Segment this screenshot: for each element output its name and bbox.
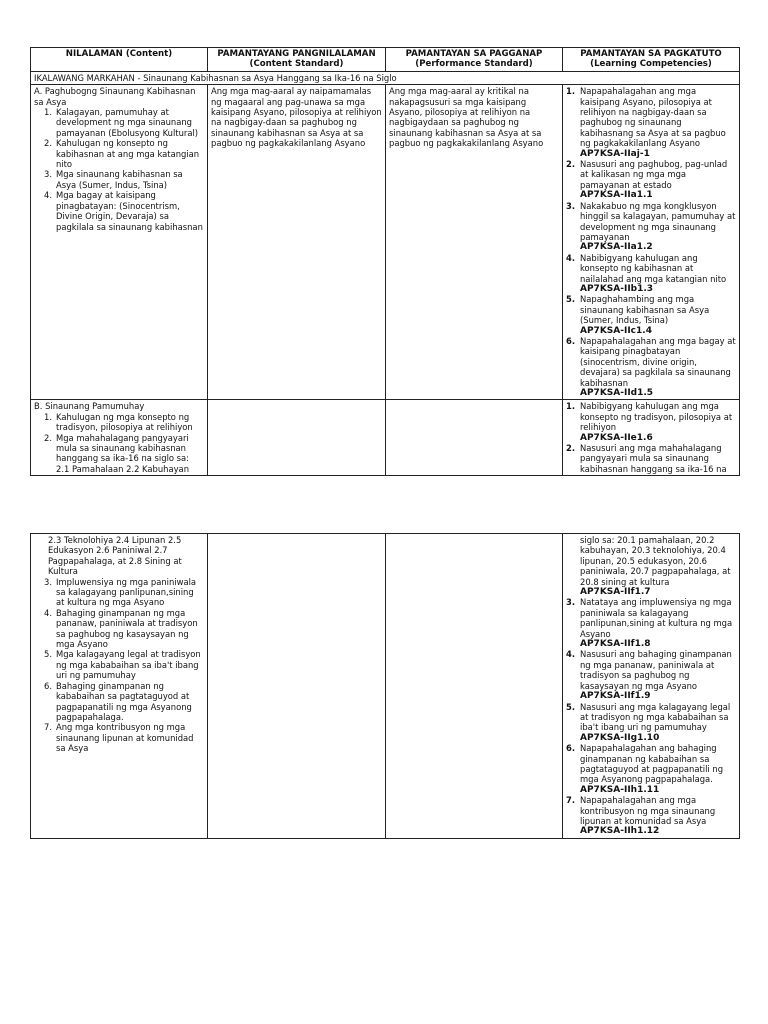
curriculum-table-part-2 <box>30 533 740 839</box>
competency-body <box>580 201 736 253</box>
header-learning-competencies: PAMANTAYAN SA PAGKATUTO (Learning Competencies) <box>563 48 740 72</box>
competency-text: Napapahalagahan ang mga kontribusyon ng mga sinaunang lipunan at komunidad sa Asya <box>580 795 716 826</box>
competency-body <box>580 294 736 336</box>
section-a-row <box>31 85 740 400</box>
list-item <box>34 681 204 723</box>
section-b-title: B. Sinaunang Pamumuhay <box>34 401 145 412</box>
competency-text: Nasusuri ang mga mahahalagang pangyayari mula sa sinaunang kabihasnan hanggang sa ika-16 na <box>580 443 727 474</box>
competency-item <box>566 443 736 474</box>
competency-body <box>580 743 736 795</box>
section-b-content-standard <box>208 400 386 476</box>
competency-body <box>580 401 736 443</box>
list-item-text: Mga mahahalagang pangyayari mula sa sinaunang kabihasnan hanggang sa ika-16 na siglo sa: 2.1 Pamahalaan 2.2 Kabuhayan <box>56 432 189 474</box>
competency-number: 1. <box>566 401 576 412</box>
list-item-number: 3. <box>44 169 52 180</box>
list-item-text: Kahulugan ng mga konsepto ng tradisyon, pilosopiya at relihiyon <box>56 411 193 433</box>
competency-item <box>566 86 736 159</box>
list-item-number: 6. <box>44 680 52 691</box>
section-b-continued-performance-standard <box>386 534 563 839</box>
competency-text: Napapahalagahan ang mga bagay at kaisipang pinagbatayan (sinocentrism, divine origin, devajara) sa pagkilala sa sinaunang kabihasnan <box>580 335 736 388</box>
competency-body <box>580 159 736 201</box>
competency-item <box>566 294 736 336</box>
list-item-text: Impluwensiya ng mga paniniwala sa kalagayang panlipunan,sining at kultura ng mga Asyano <box>56 576 197 608</box>
list-item <box>34 722 204 753</box>
list-item <box>34 608 204 650</box>
competency-number: 3. <box>566 200 576 211</box>
competency-number: 6. <box>566 335 576 346</box>
list-item <box>34 412 204 433</box>
competency-text: Nabibigyang kahulugan ang konsepto ng kabihasnan at nailalahad ang mga katangian nito <box>580 252 727 284</box>
list-item <box>34 169 204 190</box>
competency-code: AP7KSA-IIe1.6 <box>580 432 653 443</box>
list-item-text: Bahaging ginampanan ng kababaihan sa pagtataguyod at pagpapanatili ng mga Asyanong pagpapahalaga. <box>56 680 192 722</box>
section-b-row <box>31 400 740 476</box>
header-row <box>31 48 740 72</box>
section-b-performance-standard <box>386 400 563 476</box>
competency-item <box>566 159 736 201</box>
competency-number: 6. <box>566 743 576 754</box>
competency-text: Nabibigyang kahulugan ang mga konsepto ng tradisyon, pilosopiya at relihiyon <box>580 401 733 433</box>
competency-code: AP7KSA-IIa1.2 <box>580 242 653 253</box>
list-item-text: Mga kalagayang legal at tradisyon ng mga kababaihan sa iba't ibang uri ng pamumuhay <box>56 649 201 681</box>
section-a-performance-standard: Ang mga mag-aaral ay kritikal na nakapagsusuri sa mga kaisipang Asyano, pilosopiya at relihiyon na nagbigaydaan sa paghubog ng sinaunang kabihasnan sa Asya at sa pagbuo ng pagkakakilanlang Asyano <box>386 85 563 400</box>
competency-code: AP7KSA-IId1.5 <box>580 388 654 398</box>
competency-number: 4. <box>566 649 576 660</box>
competency-number: 5. <box>566 701 576 712</box>
section-b-continued-items <box>34 577 204 754</box>
list-item <box>34 577 204 608</box>
section-b-competencies <box>563 400 740 476</box>
competency-body <box>580 443 736 474</box>
header-content-standard: PAMANTAYANG PANGNILALAMAN (Content Standard) <box>208 48 386 72</box>
header-performance-standard: PAMANTAYAN SA PAGGANAP (Performance Standard) <box>386 48 563 72</box>
competency-number: 2. <box>566 443 576 454</box>
quarter-row <box>31 71 740 84</box>
section-b-continued-content-standard <box>208 534 386 839</box>
competency-text: Natataya ang impluwensiya ng mga paniniwala sa kalagayang panlipunan,sining at kultura ng mga Asyano <box>580 597 733 639</box>
competency-item <box>566 336 736 398</box>
list-item-number: 5. <box>44 649 52 660</box>
competency-code: AP7KSA-IIc1.4 <box>580 325 652 336</box>
section-a-content <box>31 85 208 400</box>
competency-number: 7. <box>566 795 576 806</box>
list-item <box>34 433 204 475</box>
header-content: NILALAMAN (Content) <box>31 48 208 72</box>
competency-item <box>566 597 736 649</box>
list-item <box>34 649 204 680</box>
list-item-number: 2. <box>44 432 52 443</box>
list-item-text: Ang mga kontribusyon ng mga sinaunang lipunan at komunidad sa Asya <box>56 722 194 754</box>
competency-item <box>566 795 736 837</box>
competency-number: 1. <box>566 86 576 97</box>
list-item <box>34 190 204 232</box>
section-b-continued-competencies <box>563 534 740 839</box>
section-b-continued-row <box>31 534 740 839</box>
competency-body <box>580 336 736 398</box>
competency-2-code: AP7KSA-IIf1.7 <box>580 587 651 598</box>
competency-body <box>580 649 736 701</box>
section-b-competency-list <box>566 401 736 474</box>
competency-item <box>566 253 736 295</box>
section-a-title: A. Paghubogng Sinaunang Kabihasnan sa Asya <box>34 86 196 107</box>
competency-number: 2. <box>566 159 576 170</box>
list-item-number: 4. <box>44 190 52 201</box>
list-item-text: Kahulugan ng konsepto ng kabihasnan at ang mga katangian nito <box>56 138 200 170</box>
section-b-continued-competency-list <box>566 597 736 836</box>
competency-text: Napaghahambing ang mga sinaunang kabihasnan sa Asya (Sumer, Indus, Tsina) <box>580 294 710 326</box>
competency-code: AP7KSA-IIa1.1 <box>580 190 653 201</box>
list-item-text: Mga bagay at kaisipang pinagbatayan: (Sinocentrism, Divine Origin, Devaraja) sa pagkilala sa sinaunang kabihasnan <box>56 190 203 232</box>
competency-2-continued: siglo sa: 20.1 pamahalaan, 20.2 kabuhayan, 20.3 teknolohiya, 20.4 lipunan, 20.5 edukasyon, 20.6 paniniwala, 20.7 pagpapahalaga, at 20.8 sining at kultura <box>580 535 731 587</box>
competency-item <box>566 702 736 744</box>
competency-body <box>580 253 736 295</box>
competency-body <box>580 702 736 744</box>
competency-number: 3. <box>566 597 576 608</box>
competency-text: Nasusuri ang bahaging ginampanan ng mga pananaw, paniniwala at tradisyon sa paghubog ng kasaysayan ng mga Asyano <box>580 649 732 691</box>
competency-code: AP7KSA-IIh1.12 <box>580 826 660 837</box>
list-item-text: Bahaging ginampanan ng mga pananaw, paniniwala at tradisyon sa paghubog ng kasaysayan ng mga Asyano <box>56 607 198 650</box>
section-a-competencies <box>563 85 740 400</box>
list-item-number: 4. <box>44 607 52 618</box>
list-item <box>34 107 204 138</box>
competency-code: AP7KSA-IIf1.8 <box>580 639 651 650</box>
section-b-items <box>34 412 204 474</box>
list-item-number: 2. <box>44 138 52 149</box>
list-item-number: 1. <box>44 411 52 422</box>
competency-text: Nasusuri ang paghubog, pag-unlad at kalikasan ng mga mga pamayanan at estado <box>580 159 728 190</box>
section-a-content-standard: Ang mga mag-aaral ay naipamamalas ng magaaral ang pag-unawa sa mga kaisipang Asyano, pilosopiya at relihiyon na nagbigay-daan sa paghubog ng sinaunang kabihasnan sa Asya at sa pagbuo ng pagkakakilanlang Asyano <box>208 85 386 400</box>
competency-text: Nasusuri ang mga kalagayang legal at tradisyon ng mga kababaihan sa iba't ibang uri ng pamumuhay <box>580 701 731 733</box>
competency-code: AP7KSA-IIaj-1 <box>580 148 650 159</box>
section-b-continued-content <box>31 534 208 839</box>
competency-code: AP7KSA-IIf1.9 <box>580 691 651 702</box>
competency-text: Napapahalagahan ang mga kaisipang Asyano, pilosopiya at relihiyon na nagbigay-daan sa paghubog ng sinaunang kabihasnang sa Asya at sa pagbuo ng pagkakakilanlang Asyano <box>580 86 726 149</box>
competency-body <box>580 597 736 649</box>
list-item-text: Mga sinaunang kabihasnan sa Asya (Sumer, Indus, Tsina) <box>56 169 183 190</box>
section-a-items <box>34 107 204 232</box>
competency-code: AP7KSA-IIb1.3 <box>580 283 654 294</box>
competency-item <box>566 649 736 701</box>
competency-number: 5. <box>566 294 576 305</box>
competency-text: Nakakabuo ng mga kongklusyon hinggil sa kalagayan, pamumuhay at development ng mga sinaunang pamayanan <box>580 200 736 242</box>
section-b-item2-continued: 2.3 Teknolohiya 2.4 Lipunan 2.5 Edukasyon 2.6 Paniniwal 2.7 Pagpapahalaga, at 2.8 Sining at Kultura <box>48 535 182 577</box>
curriculum-table-part-1 <box>30 47 740 476</box>
list-item-number: 7. <box>44 722 52 733</box>
competency-text: Napapahalagahan ang bahaging ginampanan ng kababaihan sa pagtataguyod at pagpapanatili ng mga Asyanong pagpapahalaga. <box>580 743 724 785</box>
quarter-title: IKALAWANG MARKAHAN - Sinaunang Kabihasnan sa Asya Hanggang sa Ika-16 na Siglo <box>31 71 740 84</box>
list-item-number: 3. <box>44 576 52 587</box>
competency-number: 4. <box>566 252 576 263</box>
list-item-text: Kalagayan, pamumuhay at development ng mga sinaunang pamayanan (Ebolusyong Kultural) <box>56 107 199 138</box>
list-item-number: 1. <box>44 107 52 118</box>
competency-body <box>580 86 736 159</box>
section-b-content <box>31 400 208 476</box>
competency-code: AP7KSA-IIg1.10 <box>580 732 660 743</box>
competency-body <box>580 795 736 837</box>
section-a-competency-list <box>566 86 736 398</box>
competency-code: AP7KSA-IIh1.11 <box>580 784 660 795</box>
competency-item <box>566 401 736 443</box>
competency-item <box>566 743 736 795</box>
competency-item <box>566 201 736 253</box>
list-item <box>34 138 204 169</box>
